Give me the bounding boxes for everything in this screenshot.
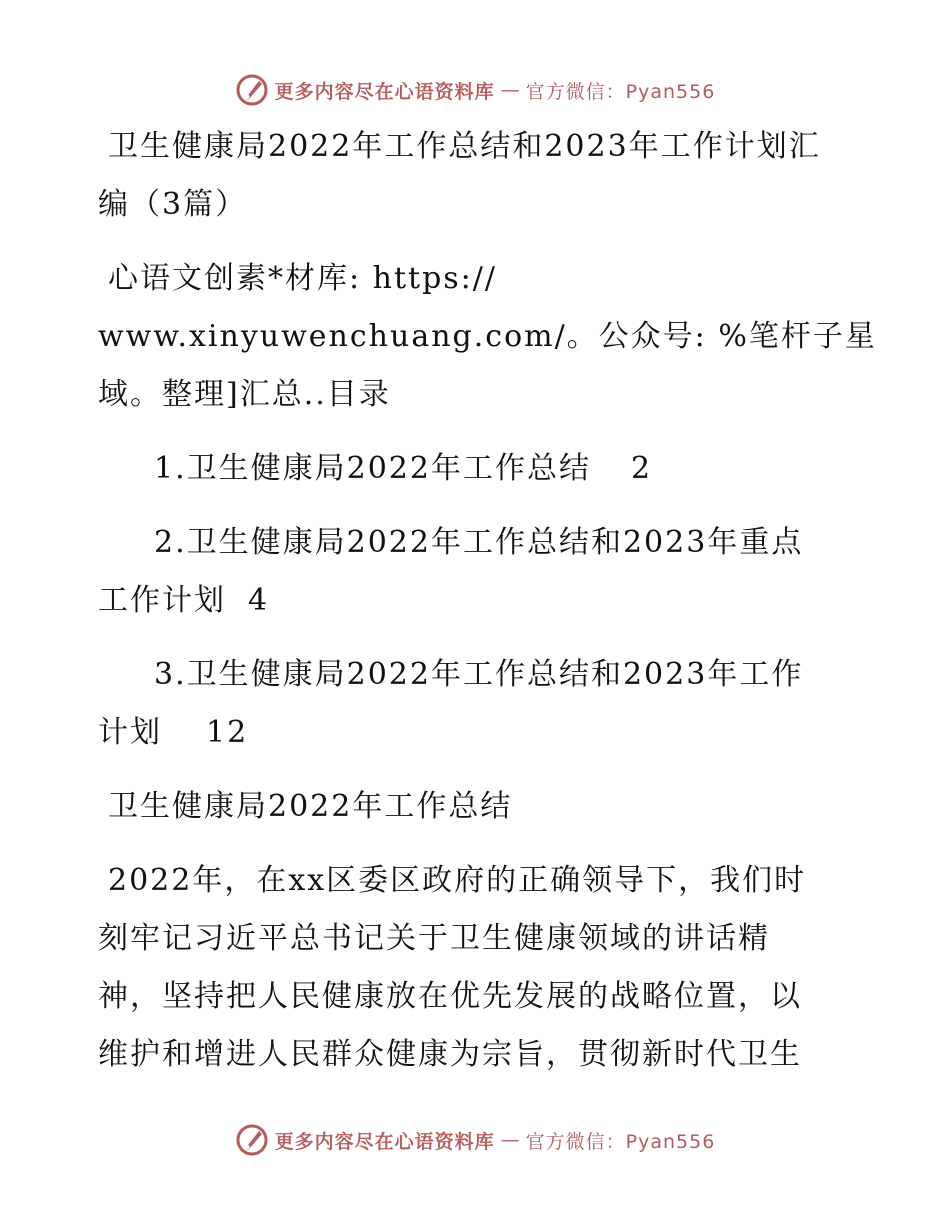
section-heading: 卫生健康局2022年工作总结 <box>108 789 513 824</box>
body-line-3: 神，坚持把人民健康放在优先发展的战略位置，以 <box>98 979 802 1014</box>
document-body <box>98 118 877 1084</box>
banner-separator: — <box>500 79 520 101</box>
banner-wechat: 官方微信：Pyan556 <box>525 80 716 103</box>
body-line-4: 维护和增进人民群众健康为宗旨，贯彻新时代卫生 <box>98 1037 802 1072</box>
source-line-1: 心语文创素*材库: https:// <box>108 261 497 296</box>
toc-item-3-line-1: 3.卫生健康局2022年工作总结和2023年工作 <box>154 657 804 692</box>
quill-circle-logo-icon <box>235 73 269 107</box>
document-title-line-2: 编（3篇） <box>98 187 248 222</box>
body-line-2: 刻牢记习近平总书记关于卫生健康领域的讲话精 <box>98 921 770 956</box>
banner-text: 更多内容尽在心语资料库 <box>274 1130 495 1153</box>
toc-item-3-title-cont: 计划 <box>98 715 162 750</box>
toc-item-3-page: 12 <box>206 715 249 750</box>
banner-wechat: 官方微信：Pyan556 <box>525 1130 716 1153</box>
toc-item-2-title-cont: 工作计划 <box>98 583 226 618</box>
quill-circle-logo-icon <box>235 1123 269 1157</box>
toc-item-1-title: 1.卫生健康局2022年工作总结 <box>154 451 591 486</box>
footer-watermark-banner <box>0 1118 950 1162</box>
source-line-3: 域。整理]汇总..目录 <box>98 377 391 412</box>
toc-item-2-line-2 <box>98 572 858 630</box>
body-line-1: 2022年，在xx区委区政府的正确领导下，我们时 <box>108 863 807 898</box>
toc-item-1 <box>98 440 858 498</box>
toc-item-1-page: 2 <box>630 451 653 486</box>
toc-item-2-page: 4 <box>248 583 270 618</box>
banner-separator: — <box>500 1129 520 1151</box>
header-watermark-banner <box>0 68 950 112</box>
toc-item-3-line-2 <box>98 704 858 762</box>
source-line-2: www.xinyuwenchuang.com/。公众号: %笔杆子星 <box>98 319 877 354</box>
banner-text: 更多内容尽在心语资料库 <box>274 80 495 103</box>
document-title-line-1: 卫生健康局2022年工作总结和2023年工作计划汇 <box>108 129 821 164</box>
toc-item-2-line-1: 2.卫生健康局2022年工作总结和2023年重点 <box>154 525 804 560</box>
